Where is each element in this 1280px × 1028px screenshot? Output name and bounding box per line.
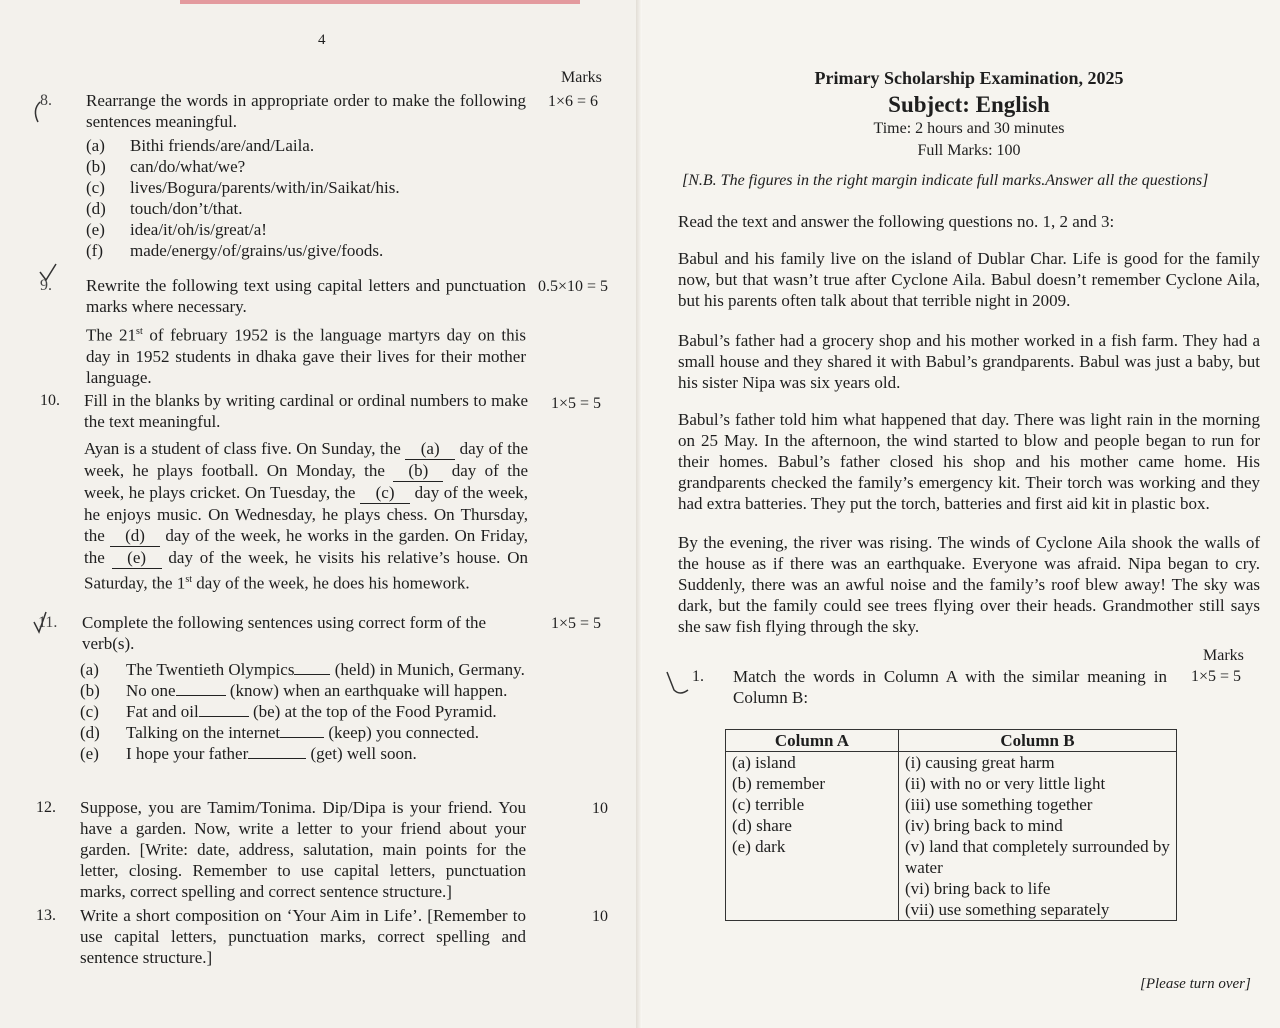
col-a-header: Column A — [726, 730, 899, 752]
passage-paragraph-3: Babul’s father told him what happened that day. There was light rain in the morning on 25 May. In the afternoon, the wind started to blow and people began to run for their homes. Babul’s father closed his shop and his mother came home. His grandparents checked the family’s emergency kit. Their torch was working and they had extra batteries. They put the torch, batteries and first aid kit in plastic box. — [678, 410, 1260, 513]
table-row — [726, 773, 1177, 794]
col-b-cell: (vii) use something separately — [899, 899, 1177, 921]
col-b-cell: (vi) bring back to life — [899, 878, 1177, 899]
q8-items — [86, 135, 526, 261]
q11-item: (e) I hope your father (get) well soon. — [80, 744, 417, 763]
q11-item: (b) No one (know) when an earthquake will happen. — [80, 681, 508, 700]
q11-item: (a) The Twentieth Olympics (held) in Munich, Germany. — [80, 660, 525, 679]
q8-instruction: Rearrange the words in appropriate order to make the following sentences meaningful. — [86, 91, 526, 131]
pen-check-mark-q1 — [664, 668, 690, 698]
exam-title: Primary Scholarship Examination, 2025 — [814, 68, 1124, 88]
q11-number: 11. — [38, 614, 58, 631]
col-a-cell: (a) island — [726, 752, 899, 774]
q12-number: 12. — [36, 799, 56, 816]
marks-header-left: Marks — [561, 69, 602, 86]
q12-text: Suppose, you are Tamim/Tonima. Dip/Dipa is your friend. You have a garden. Now, write a letter to your friend about your garden. [Write: date, address, salutation, main points for the letter, closing. Remember to use capital letters, punctuation marks, correct spelling and correct sentence structure.] — [80, 798, 526, 901]
q8-item: (c) lives/Bogura/parents/with/in/Saikat/his. — [86, 178, 400, 197]
top-edge-band — [180, 0, 580, 4]
full-marks: Full Marks: 100 — [917, 142, 1021, 159]
q8-item: (f) made/energy/of/grains/us/give/foods. — [86, 241, 384, 260]
page-number: 4 — [318, 32, 326, 48]
q9-marks: 0.5×10 = 5 — [538, 278, 609, 295]
col-a-cell: (b) remember — [726, 773, 899, 794]
q13-text: Write a short composition on ‘Your Aim in Life’. [Remember to use capital letters, punctuation marks, correct spelling and sentence structure.] — [80, 906, 526, 967]
col-b-cell: (iv) bring back to mind — [899, 815, 1177, 836]
q9-instruction: Rewrite the following text using capital letters and punctuation marks where necessary. — [86, 276, 526, 316]
q13-number: 13. — [36, 907, 56, 924]
subject-title: Subject: English — [888, 92, 1050, 117]
q13-marks: 10 — [592, 908, 608, 925]
col-a-cell: (c) terrible — [726, 794, 899, 815]
pen-check-mark — [30, 608, 50, 638]
q9-number: 9. — [40, 277, 52, 294]
q1-instruction: Match the words in Column A with the similar meaning in Column B: — [733, 667, 1167, 707]
col-b-cell: (ii) with no or very little light — [899, 773, 1177, 794]
q8-item: (d) touch/don’t/that. — [86, 199, 243, 218]
col-b-cell: (v) land that completely surrounded by water — [899, 836, 1177, 878]
table-row — [726, 815, 1177, 836]
read-instruction: Read the text and answer the following questions no. 1, 2 and 3: — [678, 212, 1115, 231]
q9-text: The 21st of february 1952 is the language martyrs day on this day in 1952 students in dhaka gave their lives for their mother language. — [86, 325, 526, 387]
table-row — [726, 752, 1177, 774]
col-a-cell — [726, 878, 899, 899]
q1-marks: 1×5 = 5 — [1191, 668, 1242, 685]
table-row — [726, 878, 1177, 899]
col-a-cell: (d) share — [726, 815, 899, 836]
page-spine — [636, 0, 642, 1028]
q10-instruction: Fill in the blanks by writing cardinal or ordinal numbers to make the text meaningful. — [84, 391, 528, 431]
q8-item: (e) idea/it/oh/is/great/a! — [86, 220, 267, 239]
q8-item: (a) Bithi friends/are/and/Laila. — [86, 136, 315, 155]
q11-item: (d) Talking on the internet (keep) you connected. — [80, 723, 479, 742]
passage-paragraph-2: Babul’s father had a grocery shop and his mother worked in a fish farm. They had a small house and they shared it with Babul’s grandparents. Babul was just a baby, but his sister Nipa was six years old. — [678, 331, 1260, 392]
q11-items — [80, 659, 528, 764]
passage-paragraph-4: By the evening, the river was rising. The winds of Cyclone Aila shook the walls of the house as if there was an earthquake. Everyone was afraid. Nipa began to cry. Suddenly, there was an awful noise and the family’s roof blew away! The sky was dark, but the family could see trees flying over their heads. Grandmother still says she saw fish flying through the sky. — [678, 533, 1260, 636]
col-a-cell — [726, 899, 899, 921]
q8-number: 8. — [40, 92, 52, 109]
col-a-cell: (e) dark — [726, 836, 899, 878]
col-b-cell: (iii) use something together — [899, 794, 1177, 815]
nb-note: [N.B. The figures in the right margin indicate full marks.Answer all the questions] — [682, 172, 1209, 189]
q10-text: Ayan is a student of class five. On Sunday, the (a) day of the week, he plays football. On Monday, the (b) day of the week, he plays cricket. On Tuesday, the (c) day of the week, he enjoys music. On Wednesday, he plays chess. On Thursday, the (d) day of the week, he works in the garden. On Friday, the (e) day of the week, he visits his relative’s house. On Saturday, the 1st day of the week, he does his homework. — [84, 439, 529, 593]
table-row — [726, 794, 1177, 815]
q8-item: (b) can/do/what/we? — [86, 157, 246, 176]
col-b-cell: (i) causing great harm — [899, 752, 1177, 774]
q10-number: 10. — [40, 392, 60, 409]
pen-tick-marks — [30, 92, 60, 292]
q1-number: 1. — [692, 668, 704, 685]
marks-header-right: Marks — [1203, 647, 1244, 664]
col-b-header: Column B — [899, 730, 1177, 752]
q10-marks: 1×5 = 5 — [551, 395, 602, 412]
exam-time: Time: 2 hours and 30 minutes — [873, 120, 1065, 137]
match-table-header — [726, 730, 1177, 752]
match-table — [725, 729, 1177, 921]
table-row — [726, 899, 1177, 921]
q11-marks: 1×5 = 5 — [551, 615, 602, 632]
q12-marks: 10 — [592, 800, 608, 817]
passage-paragraph-1: Babul and his family live on the island of Dublar Char. Life is good for the family now, but that wasn’t true after Cyclone Aila. Babul doesn’t remember Cyclone Aila, but his parents often talk about that terrible night in 2009. — [678, 249, 1260, 310]
q8-marks: 1×6 = 6 — [548, 93, 599, 110]
q11-item: (c) Fat and oil (be) at the top of the Food Pyramid. — [80, 702, 497, 721]
table-row — [726, 836, 1177, 878]
q11-instruction: Complete the following sentences using correct form of the verb(s). — [82, 613, 487, 653]
footer-turn-over: [Please turn over] — [1140, 976, 1251, 992]
